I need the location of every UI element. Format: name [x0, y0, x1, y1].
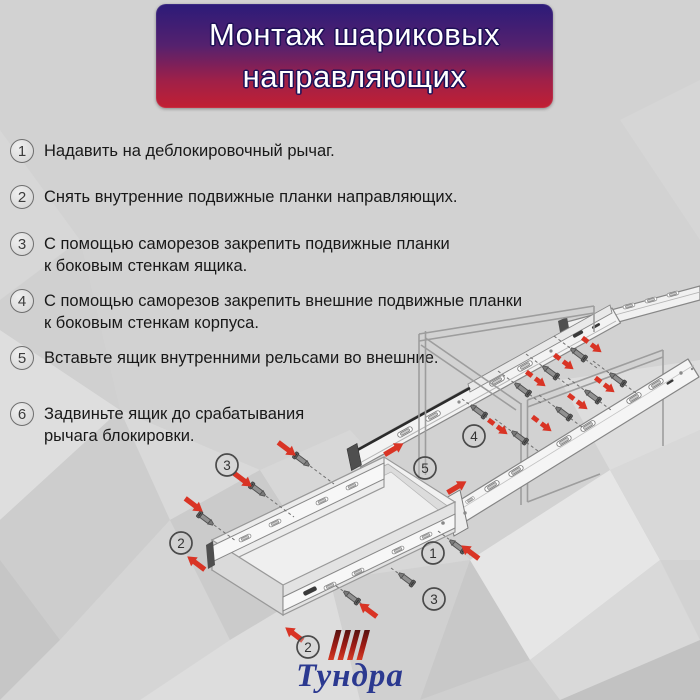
screw-icon — [248, 482, 267, 499]
step-text-line: Надавить на деблокировочный рычаг. — [44, 142, 335, 160]
red-arrow-icon — [184, 552, 208, 574]
step-number-badge: 5 — [10, 346, 34, 370]
screw-icon — [554, 405, 573, 422]
callout-5 — [414, 457, 436, 479]
step-text-line: Задвиньте ящик до срабатывания — [44, 405, 305, 423]
screw-icon — [513, 381, 532, 398]
step-number-badge: 2 — [10, 185, 34, 209]
svg-text:2: 2 — [177, 535, 185, 551]
callout-1 — [422, 542, 444, 564]
screw-icon — [583, 388, 602, 405]
step-text-line: к боковым стенкам корпуса. — [44, 314, 259, 332]
step-number-badge: 1 — [10, 139, 34, 163]
step-number-badge: 6 — [10, 402, 34, 426]
screw-icon — [342, 589, 361, 606]
step-text-line: Снять внутренние подвижные планки направляющих. — [44, 188, 458, 206]
step-text-line: Вставьте ящик внутренними рельсами во внешние. — [44, 349, 439, 367]
callout-3a — [216, 454, 238, 476]
svg-text:3: 3 — [430, 591, 438, 607]
svg-text:5: 5 — [421, 460, 429, 476]
logo-stripes-icon — [250, 628, 450, 662]
svg-text:1: 1 — [429, 545, 437, 561]
screw-icon — [196, 511, 215, 528]
title-line-1: Монтаж шариковых — [208, 17, 501, 52]
screw-icon — [541, 364, 560, 381]
svg-text:2: 2 — [304, 639, 312, 655]
callout-2a — [170, 532, 192, 554]
step-text-line: рычага блокировки. — [44, 427, 195, 445]
step-text-line: С помощью саморезов закрепить подвижные планки — [44, 235, 450, 253]
screw-icon — [569, 346, 588, 363]
svg-text:4: 4 — [470, 428, 478, 444]
title-line-2: направляющих — [242, 59, 467, 94]
red-dashed-arrow-icon — [485, 416, 510, 438]
screw-icon — [397, 571, 416, 588]
step-text-line: к боковым стенкам ящика. — [44, 257, 248, 275]
logo-text: Тундра — [296, 658, 404, 694]
screw-icon — [510, 429, 529, 446]
red-dashed-arrow-icon — [529, 413, 554, 435]
step-number-badge: 4 — [10, 289, 34, 313]
callout-4 — [463, 425, 485, 447]
step-number-badge: 3 — [10, 232, 34, 256]
callout-3b — [423, 588, 445, 610]
svg-text:3: 3 — [223, 457, 231, 473]
step-text-line: С помощью саморезов закрепить внешние подвижные планки — [44, 292, 523, 310]
brand-logo — [250, 628, 450, 692]
screw-icon — [469, 403, 488, 420]
